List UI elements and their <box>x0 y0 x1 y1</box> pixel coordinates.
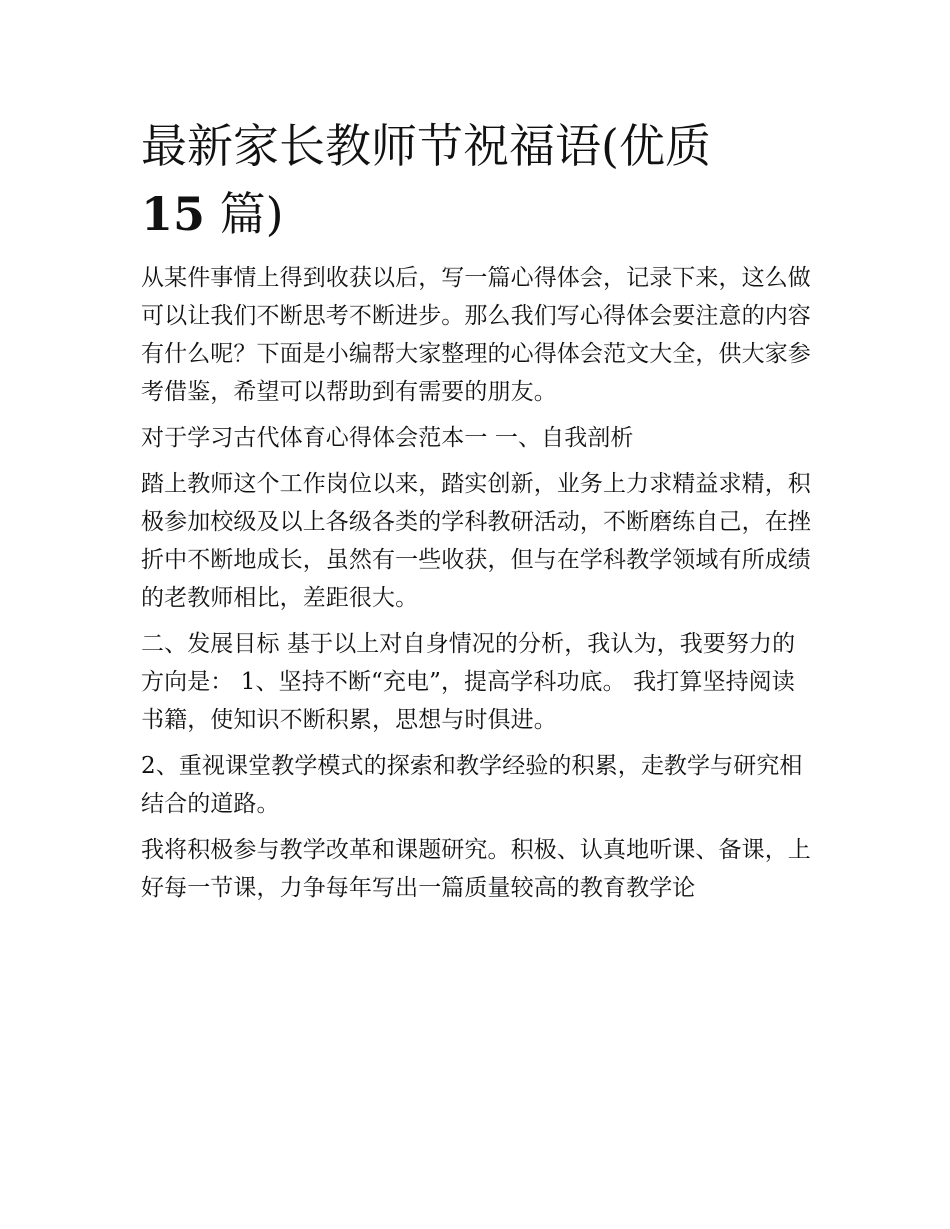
title-line-1: 最新家长教师节祝福语(优质 <box>141 119 711 173</box>
title-suffix: 篇) <box>205 187 284 241</box>
document-page <box>141 112 817 907</box>
paragraph-self-analysis: 踏上教师这个工作岗位以来，踏实创新，业务上力求精益求精，积极参加校级及以上各级各类的学科教研活动，不断磨练自己，在挫折中不断地成长，虽然有一些收获，但与在学科教学领域有所成绩的老教师相比，差距很大。 <box>141 471 811 611</box>
document-body <box>141 259 817 907</box>
paragraph-goal-2: 2、重视课堂教学模式的探索和教学经验的积累，走教学与研究相结合的道路。 <box>141 753 803 817</box>
title-number: 15 <box>141 187 206 241</box>
paragraph-heading-self-analysis: 对于学习古代体育心得体会范本一 一、自我剖析 <box>141 425 634 451</box>
paragraph-intro: 从某件事情上得到收获以后，写一篇心得体会，记录下来，这么做可以让我们不断思考不断进步。那么我们写心得体会要注意的内容有什么呢？下面是小编帮大家整理的心得体会范文大全，供大家参考借鉴，希望可以帮助到有需要的朋友。 <box>141 265 811 405</box>
paragraph-goals: 二、发展目标 基于以上对自身情况的分析，我认为，我要努力的方向是： 1、坚持不断“充电”，提高学科功底。 我打算坚持阅读书籍，使知识不断积累，思想与时俱进。 <box>141 631 796 733</box>
document-title <box>141 112 817 248</box>
paragraph-research: 我将积极参与教学改革和课题研究。积极、认真地听课、备课，上好每一节课，力争每年写出一篇质量较高的教育教学论 <box>141 837 811 901</box>
